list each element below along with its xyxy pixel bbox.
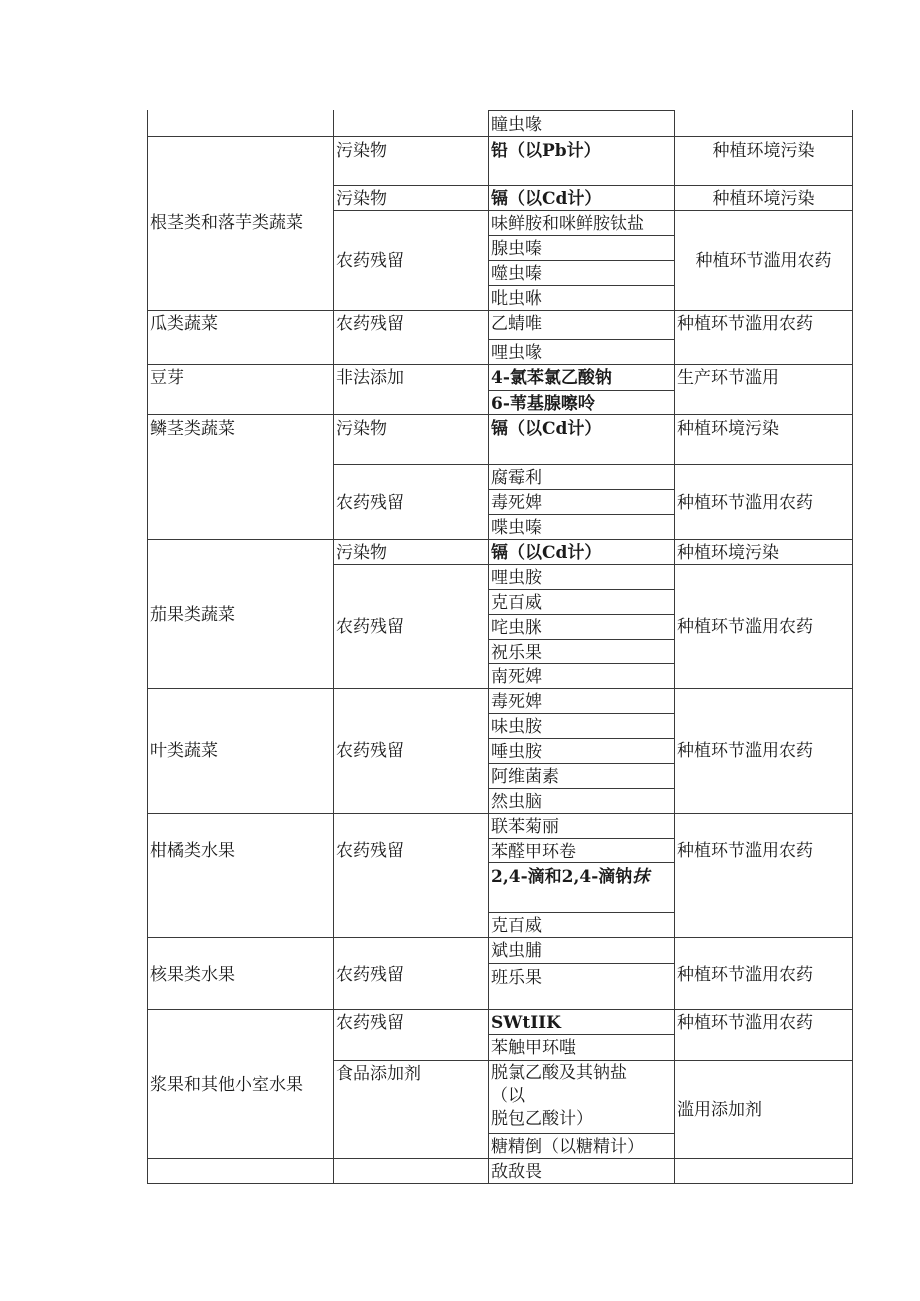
cell-separator <box>333 210 853 211</box>
reason-cell: 种植环境污染 <box>712 189 815 209</box>
substance-cell: 乙蜻唯 <box>491 314 542 334</box>
grid-line <box>333 110 334 1183</box>
substance-cell: （以 <box>491 1086 525 1106</box>
substance-cell: 阿维菌素 <box>491 767 559 787</box>
substance-cell: 毒死婢 <box>491 493 542 513</box>
substance-cell: 铅（以Pb计） <box>491 141 601 161</box>
grid-line <box>852 110 853 1183</box>
substance-cell: 镉（以Cd计） <box>491 543 602 563</box>
substance-cell: 吡虫咻 <box>491 289 542 309</box>
substance-cell: 咤虫脒 <box>491 618 542 638</box>
substance-cell: 唾虫胺 <box>491 742 542 762</box>
cell-separator <box>333 464 853 465</box>
reason-cell: 种植环节滥用农药 <box>677 493 813 513</box>
category-cell: 核果类水果 <box>150 965 235 985</box>
cell-separator <box>488 639 674 640</box>
cell-separator <box>488 963 674 964</box>
cell-separator <box>488 390 674 391</box>
type-cell: 农药残留 <box>336 314 404 334</box>
type-cell: 非法添加 <box>336 368 404 388</box>
substance-cell: 克百威 <box>491 916 542 936</box>
substance-cell: 腺虫嗪 <box>491 239 542 259</box>
cell-separator <box>488 1034 674 1035</box>
grid-line <box>147 110 148 1183</box>
substance-cell: 哩虫胺 <box>491 568 542 588</box>
row-separator <box>147 688 853 689</box>
cell-separator <box>488 788 674 789</box>
substance-cell: 祝乐果 <box>491 643 542 663</box>
category-cell: 柑橘类水果 <box>150 841 235 861</box>
substance-cell: 糖精倒（以糖精计） <box>491 1137 644 1157</box>
cell-separator <box>488 514 674 515</box>
cell-separator <box>488 614 674 615</box>
substance-cell <box>491 866 649 888</box>
reason-cell: 种植环境污染 <box>677 419 779 439</box>
cell-separator <box>488 838 674 839</box>
substance-cell: 镉（以Cd计） <box>491 419 602 439</box>
type-cell: 污染物 <box>336 141 387 161</box>
category-cell: 豆芽 <box>150 368 184 388</box>
substance-cell: 脱氯乙酸及其钠盐 <box>491 1063 627 1083</box>
cell-separator <box>488 285 674 286</box>
substance-cell: 克百威 <box>491 593 542 613</box>
cell-separator <box>333 564 853 565</box>
substance-cell: 南死婢 <box>491 667 542 687</box>
type-cell: 农药残留 <box>336 251 404 271</box>
row-separator <box>147 136 853 137</box>
substance-cell: 敌敌畏 <box>491 1162 542 1182</box>
substance-cell: 班乐果 <box>491 968 542 988</box>
cell-separator <box>333 185 853 186</box>
substance-cell: SWtIIK <box>491 1013 561 1033</box>
category-cell: 浆果和其他小室水果 <box>150 1075 303 1095</box>
type-cell: 农药残留 <box>336 841 404 861</box>
type-cell: 污染物 <box>336 189 387 209</box>
category-cell: 茄果类蔬菜 <box>150 605 235 625</box>
reason-cell: 种植环节滥用农药 <box>677 841 813 861</box>
cell-separator <box>488 489 674 490</box>
cell-separator <box>488 339 674 340</box>
row-separator <box>147 1009 853 1010</box>
reason-cell: 种植环节滥用农药 <box>677 314 813 334</box>
reason-cell: 种植环节滥用农药 <box>695 251 832 271</box>
category-cell: 鳞茎类蔬菜 <box>150 419 235 439</box>
row-separator <box>147 539 853 540</box>
category-cell: 根茎类和落芋类蔬菜 <box>150 213 303 233</box>
substance-cell: 苯触甲环嗤 <box>491 1038 576 1058</box>
type-cell: 农药残留 <box>336 741 404 761</box>
category-cell: 叶类蔬菜 <box>150 741 218 761</box>
reason-cell: 生产环节滥用 <box>677 368 779 388</box>
reason-cell: 种植环境污染 <box>677 543 779 563</box>
substance-cell: 噬虫嗪 <box>491 264 542 284</box>
row-separator <box>147 364 853 365</box>
substance-cell: 腐霉利 <box>491 468 542 488</box>
substance-cell: 然虫脑 <box>491 792 542 812</box>
substance-cell: 4-氯苯氯乙酸钠 <box>491 368 612 388</box>
substance-cell: 脱包乙酸计） <box>491 1109 593 1129</box>
cell-separator <box>333 1060 853 1061</box>
type-cell: 污染物 <box>336 419 387 439</box>
type-cell: 污染物 <box>336 543 387 563</box>
reason-cell: 种植环节滥用农药 <box>677 1013 813 1033</box>
row-separator <box>147 937 853 938</box>
cell-separator <box>488 589 674 590</box>
cell-separator <box>488 235 674 236</box>
type-cell: 农药残留 <box>336 1013 404 1033</box>
category-cell: 瓜类蔬菜 <box>150 314 218 334</box>
substance-cell: 苯醛甲环卷 <box>491 842 576 862</box>
substance-cell: 哩虫喙 <box>491 343 542 363</box>
substance-cell: 味鲜胺和咪鲜胺钛盐 <box>491 214 644 234</box>
reason-cell: 种植环节滥用农药 <box>677 617 813 637</box>
type-cell: 食品添加剂 <box>336 1064 421 1084</box>
row-separator <box>147 813 853 814</box>
type-cell: 农药残留 <box>336 965 404 985</box>
cell-separator <box>488 738 674 739</box>
cell-separator <box>488 1133 674 1134</box>
substance-cell: 斌虫脯 <box>491 941 542 961</box>
type-cell: 农药残留 <box>336 617 404 637</box>
substance-cell: 6-苇基腺嚓呤 <box>491 394 595 414</box>
row-separator <box>147 1158 853 1159</box>
substance-cell: 联苯菊丽 <box>491 817 559 837</box>
reason-cell: 种植环节滥用农药 <box>677 965 813 985</box>
cell-separator <box>488 260 674 261</box>
substance-cell: 喋虫嗪 <box>491 518 542 538</box>
type-cell: 农药残留 <box>336 493 404 513</box>
substance-cell: 镉（以Cd计） <box>491 189 602 209</box>
cell-separator <box>488 763 674 764</box>
row-separator <box>147 1183 853 1184</box>
substance-mark: 抹 <box>632 867 650 887</box>
substance-cell: 味虫胺 <box>491 717 542 737</box>
substance-text: 2,4-滴和2,4-滴钠 <box>491 867 633 887</box>
substance-cell: 毒死婢 <box>491 692 542 712</box>
cell-separator <box>488 110 674 111</box>
cell-separator <box>488 713 674 714</box>
reason-cell: 种植环节滥用农药 <box>677 741 813 761</box>
cell-separator <box>488 912 674 913</box>
reason-cell: 滥用添加剂 <box>677 1100 762 1120</box>
row-separator <box>147 310 853 311</box>
grid-line <box>488 110 489 1183</box>
substance-cell: 瞳虫喙 <box>491 115 542 135</box>
reason-cell: 种植环境污染 <box>712 141 815 161</box>
